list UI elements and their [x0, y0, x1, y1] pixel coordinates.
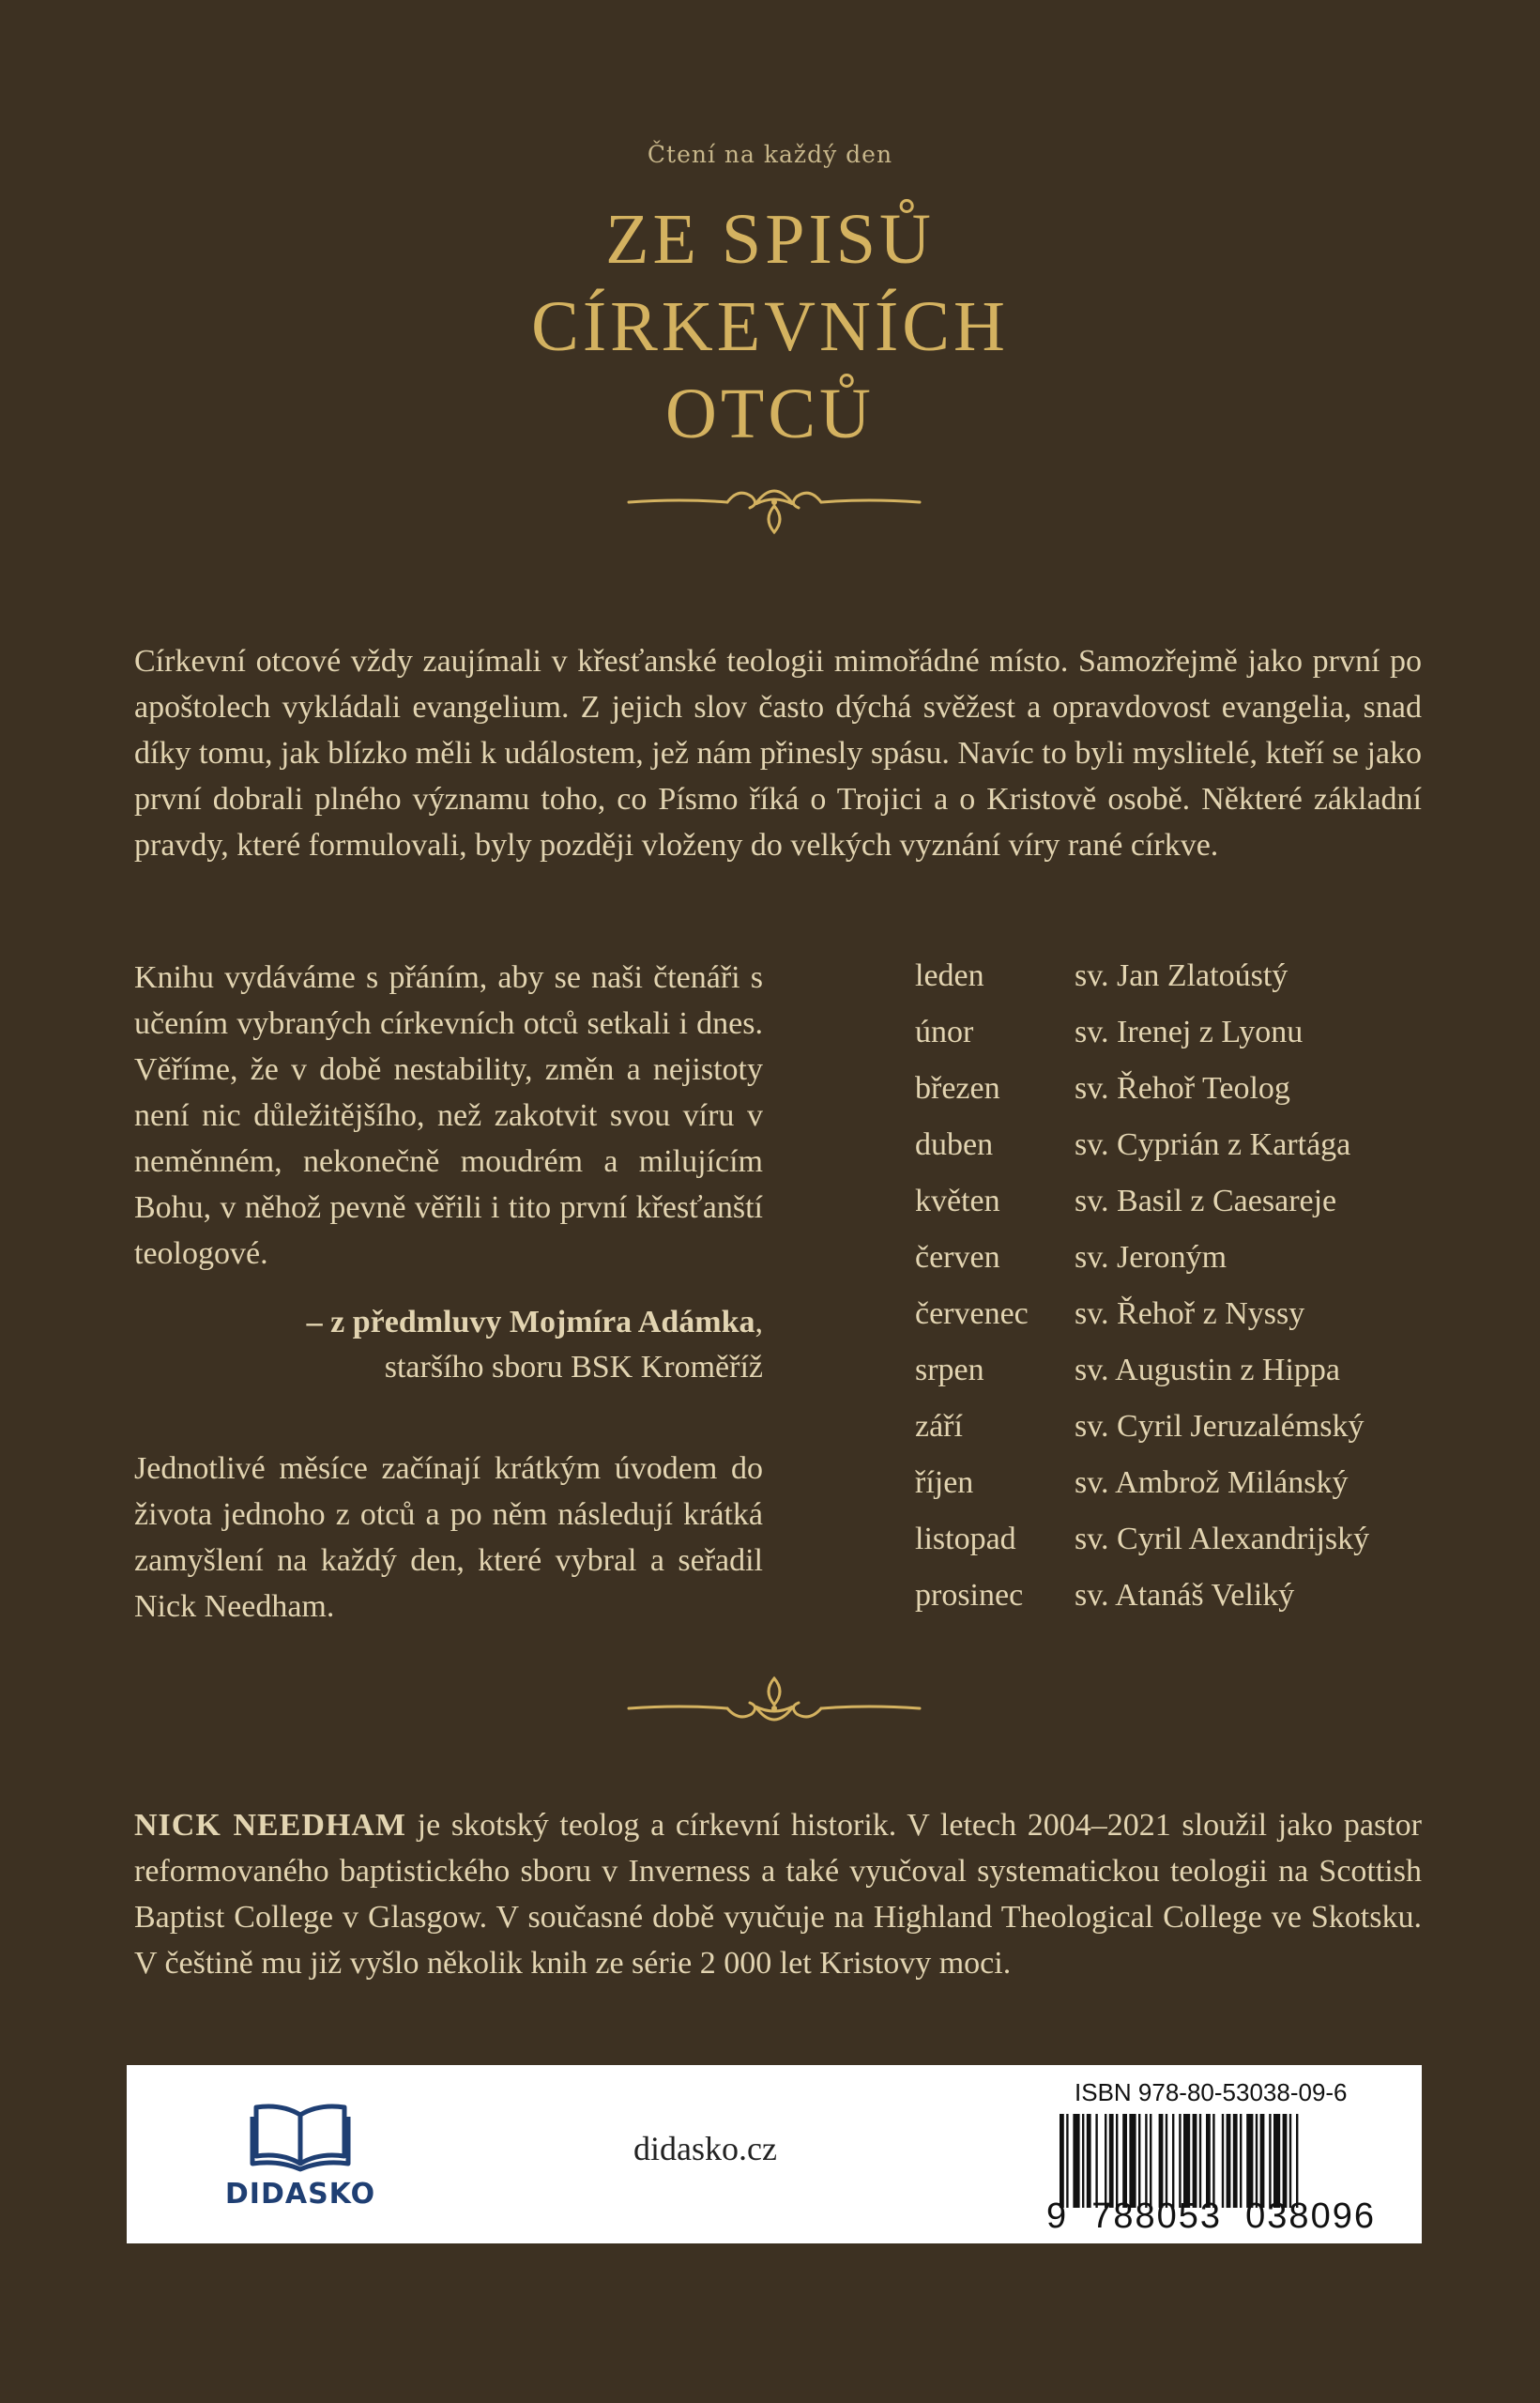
barcode-bar — [1289, 2114, 1291, 2208]
church-father: sv. Cyril Jeruzalémský — [1075, 1409, 1365, 1444]
months-list — [915, 953, 1441, 1629]
list-item — [915, 1065, 1441, 1122]
isbn: ISBN 978-80-53038-09-6 — [1075, 2078, 1348, 2106]
list-item — [915, 1291, 1441, 1347]
list-item — [915, 1403, 1441, 1460]
barcode-bar — [1193, 2114, 1197, 2208]
church-father: sv. Basil z Caesareje — [1075, 1184, 1337, 1218]
list-item — [915, 1516, 1441, 1572]
barcode-bar — [1138, 2114, 1140, 2208]
list-item — [915, 1460, 1441, 1516]
month-name: říjen — [915, 1465, 974, 1500]
barcode-digits: 9 788053 038096 — [1046, 2196, 1376, 2236]
church-father: sv. Atanáš Veliký — [1075, 1578, 1295, 1613]
church-father: sv. Cyprián z Kartága — [1075, 1127, 1351, 1162]
church-father: sv. Cyril Alexandrijský — [1075, 1522, 1370, 1556]
barcode-bar — [1199, 2114, 1201, 2208]
list-item — [915, 1178, 1441, 1234]
month-name: červen — [915, 1240, 1000, 1275]
attribution-comma: , — [755, 1305, 763, 1339]
list-item — [915, 1122, 1441, 1178]
barcode-bar — [1066, 2114, 1068, 2208]
title-line-1: ZE SPISŮ — [605, 200, 935, 279]
list-item — [915, 953, 1441, 1009]
month-name: srpen — [915, 1353, 984, 1387]
barcode-bar — [1273, 2114, 1280, 2208]
barcode-bar — [1283, 2114, 1288, 2208]
attribution-author: – z předmluvy Mojmíra Adámka — [306, 1305, 755, 1339]
foreword-paragraph: Knihu vydáváme s přáním, aby se naši čtenáři s učením vybraných církevních otců setkali i dnes. Věříme, že v době nestability, změn a nejistoty není nic důležitějšího, než zakotvit svou víru v neměnném, nekonečně moudrém a milujícím Bohu, v něhož pevně věřili i tito první křesťanští teologové. — [134, 960, 763, 1271]
barcode-bar — [1060, 2114, 1064, 2208]
flourish-icon — [624, 1671, 924, 1737]
month-name: září — [915, 1409, 963, 1444]
barcode-bar — [1240, 2114, 1242, 2208]
book-icon — [249, 2098, 352, 2173]
barcode-bar — [1087, 2114, 1091, 2208]
ornament-divider-bottom — [624, 1671, 924, 1737]
church-father: sv. Řehoř Teolog — [1075, 1071, 1290, 1106]
month-name: duben — [915, 1127, 994, 1162]
list-item — [915, 1347, 1441, 1403]
barcode-bar — [1233, 2114, 1238, 2208]
month-name: červenec — [915, 1296, 1029, 1331]
barcode-bar — [1246, 2114, 1253, 2208]
barcode-bar — [1183, 2114, 1190, 2208]
month-name: květen — [915, 1184, 1000, 1218]
foreword-attribution — [134, 1300, 763, 1390]
month-name: listopad — [915, 1522, 1016, 1556]
barcode — [1056, 2114, 1403, 2208]
barcode-bar — [1073, 2114, 1079, 2208]
barcode-bar — [1105, 2114, 1106, 2208]
author-name: NICK NEEDHAM — [134, 1808, 406, 1843]
publisher-footer — [127, 2065, 1422, 2243]
list-item — [915, 1234, 1441, 1291]
barcode-bar — [1159, 2114, 1164, 2208]
barcode-bar — [1296, 2114, 1298, 2208]
barcode-bar — [1269, 2114, 1271, 2208]
barcode-bar — [1222, 2114, 1224, 2208]
barcode-bar — [1145, 2114, 1147, 2208]
author-bio-text: je skotský teolog a církevní historik. V letech 2004–2021 sloužil jako pastor reformovaného baptistického sboru v Inverness a také vyučoval systematickou teologii na Scottish Baptist College v Glasgow. V současné době vyučuje na Highland Theological College ve Skotsku. V češtině mu již vyšlo několik knih ze série 2 000 let Kristovy moci. — [134, 1808, 1422, 1981]
church-father: sv. Augustin z Hippa — [1075, 1353, 1341, 1387]
barcode-bar — [1122, 2114, 1127, 2208]
church-father: sv. Jan Zlatoústý — [1075, 958, 1288, 993]
author-bio — [134, 1802, 1422, 1986]
barcode-bar — [1166, 2114, 1167, 2208]
barcode-bar — [1095, 2114, 1097, 2208]
barcode-bar — [1206, 2114, 1211, 2208]
barcode-bar — [1129, 2114, 1136, 2208]
barcode-bar — [1172, 2114, 1174, 2208]
list-item — [915, 1572, 1441, 1629]
barcode-bar — [1256, 2114, 1258, 2208]
barcode-bar — [1227, 2114, 1231, 2208]
attribution-role: staršího sboru BSK Kroměříž — [384, 1350, 763, 1385]
barcode-bar — [1179, 2114, 1181, 2208]
months-intro-paragraph: Jednotlivé měsíce začínají krátkým úvodem do života jednoho z otců a po něm následují krátká zamyšlení na každý den, které vybral a seřadil Nick Needham. — [134, 1451, 763, 1624]
barcode-bar — [1082, 2114, 1084, 2208]
month-name: březen — [915, 1071, 1000, 1106]
intro-paragraph: Církevní otcové vždy zaujímali v křesťanské teologii mimořádné místo. Samozřejmě jako první po apoštolech vykládali evangelium. Z jejich slov často dýchá svěžest a opravdovost evangelia, snad díky tomu, jak blízko měli k událostem, jež nám přinesly spásu. Navíc to byli myslitelé, kteří se jako první dobrali plného významu toho, co Písmo říká o Trojici a o Kristově osobě. Některé základní pravdy, které formulovali, byly později vloženy do velkých vyznání víry rané církve. — [134, 644, 1422, 863]
cover-subtitle: Čtení na každý den — [647, 141, 893, 168]
month-name: leden — [915, 958, 984, 993]
ornament-divider-top — [624, 474, 924, 540]
church-father: sv. Ambrož Milánský — [1075, 1465, 1349, 1500]
list-item — [915, 1009, 1441, 1065]
title-line-2: CÍRKEVNÍCH — [531, 287, 1009, 366]
month-name: prosinec — [915, 1578, 1024, 1613]
barcode-bar — [1116, 2114, 1118, 2208]
barcode-bar — [1260, 2114, 1265, 2208]
publisher-logo — [216, 2098, 385, 2225]
church-father: sv. Jeroným — [1075, 1240, 1227, 1275]
flourish-icon — [624, 474, 924, 540]
barcode-bar — [1150, 2114, 1151, 2208]
church-father: sv. Řehoř z Nyssy — [1075, 1296, 1305, 1331]
month-name: únor — [915, 1015, 974, 1049]
barcode-bar — [1109, 2114, 1114, 2208]
logo-wordmark: DIDASKO — [224, 2178, 376, 2211]
barcode-bar — [1212, 2114, 1214, 2208]
publisher-website: didasko.cz — [633, 2130, 777, 2167]
church-father: sv. Irenej z Lyonu — [1075, 1015, 1304, 1049]
title-line-3: OTCŮ — [665, 375, 875, 453]
